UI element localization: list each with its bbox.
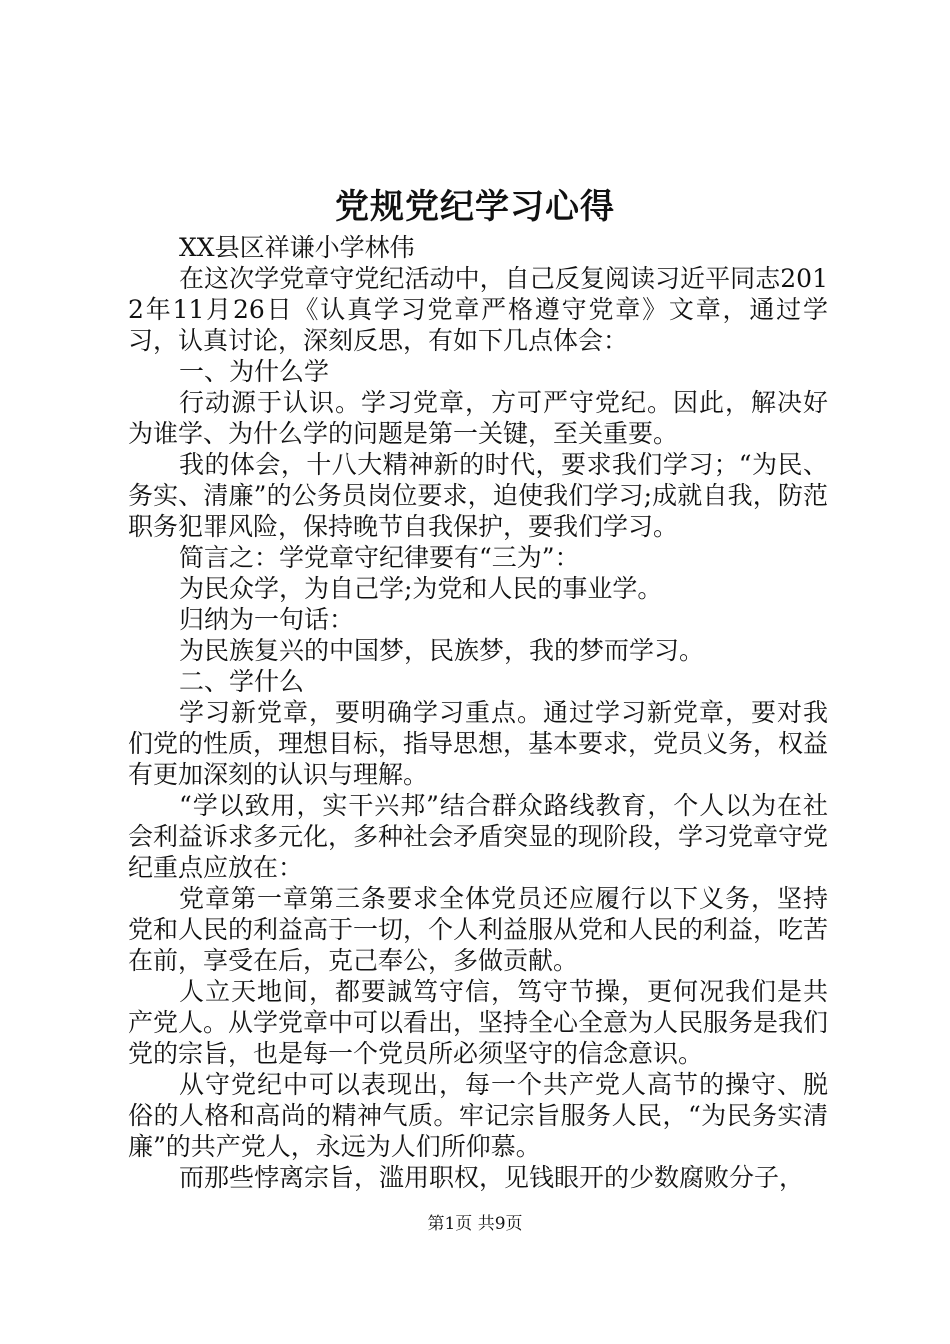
paragraph: 为民族复兴的中国梦，民族梦，我的梦而学习。 — [179, 636, 705, 665]
document-body — [128, 232, 828, 1193]
paragraph: 为民众学，为自己学;为党和人民的事业学。 — [179, 574, 663, 603]
paragraph: 我的体会，十八大精神新的时代，要求我们学习；“为民、务实、清廉”的公务员岗位要求，迫使我们学习;成就自我，防范职务犯罪风险，保持晚节自我保护，要我们学习。 — [128, 450, 828, 541]
author-line: XX县区祥谦小学林伟 — [179, 233, 415, 262]
paragraph: 归纳为一句话： — [179, 605, 355, 634]
paragraph: 行动源于认识。学习党章，方可严守党纪。因此，解决好为谁学、为什么学的问题是第一关键，至关重要。 — [128, 388, 828, 448]
paragraph: 党章第一章第三条要求全体党员还应履行以下义务，坚持党和人民的利益高于一切，个人利益服从党和人民的利益，吃苦在前，享受在后，克己奉公，多做贡献。 — [128, 884, 829, 975]
paragraph: 学习新党章，要明确学习重点。通过学习新党章，要对我们党的性质，理想目标，指导思想，基本要求，党员义务，权益有更加深刻的认识与理解。 — [128, 698, 829, 789]
section-heading: 一、为什么学 — [179, 357, 330, 386]
paragraph: “学以致用，实干兴邦”结合群众路线教育，个人以为在社会利益诉求多元化，多种社会矛盾突显的现阶段，学习党章守党纪重点应放在： — [128, 791, 829, 882]
paragraph: 而那些悖离宗旨，滥用职权，见钱眼开的少数腐败分子， — [179, 1163, 805, 1192]
section-heading: 二、学什么 — [179, 667, 305, 696]
paragraph: 从守党纪中可以表现出，每一个共产党人高节的操守、脱俗的人格和高尚的精神气质。牢记宗旨服务人民，“为民务实清廉”的共产党人，永远为人们所仰慕。 — [128, 1070, 828, 1161]
page-footer: 第1页 共9页 — [427, 1214, 523, 1234]
document-title: 党规党纪学习心得 — [335, 187, 615, 227]
paragraph: 在这次学党章守党纪活动中，自己反复阅读习近平同志2012年11月26日《认真学习党章严格遵守党章》文章，通过学习，认真讨论，深刻反思，有如下几点体会： — [128, 264, 828, 355]
paragraph: 简言之：学党章守纪律要有“三为”： — [179, 543, 580, 572]
paragraph: 人立天地间，都要誠笃守信，笃守节操，更何况我们是共产党人。从学党章中可以看出，坚持全心全意为人民服务是我们党的宗旨，也是每一个党员所必须坚守的信念意识。 — [128, 977, 829, 1068]
